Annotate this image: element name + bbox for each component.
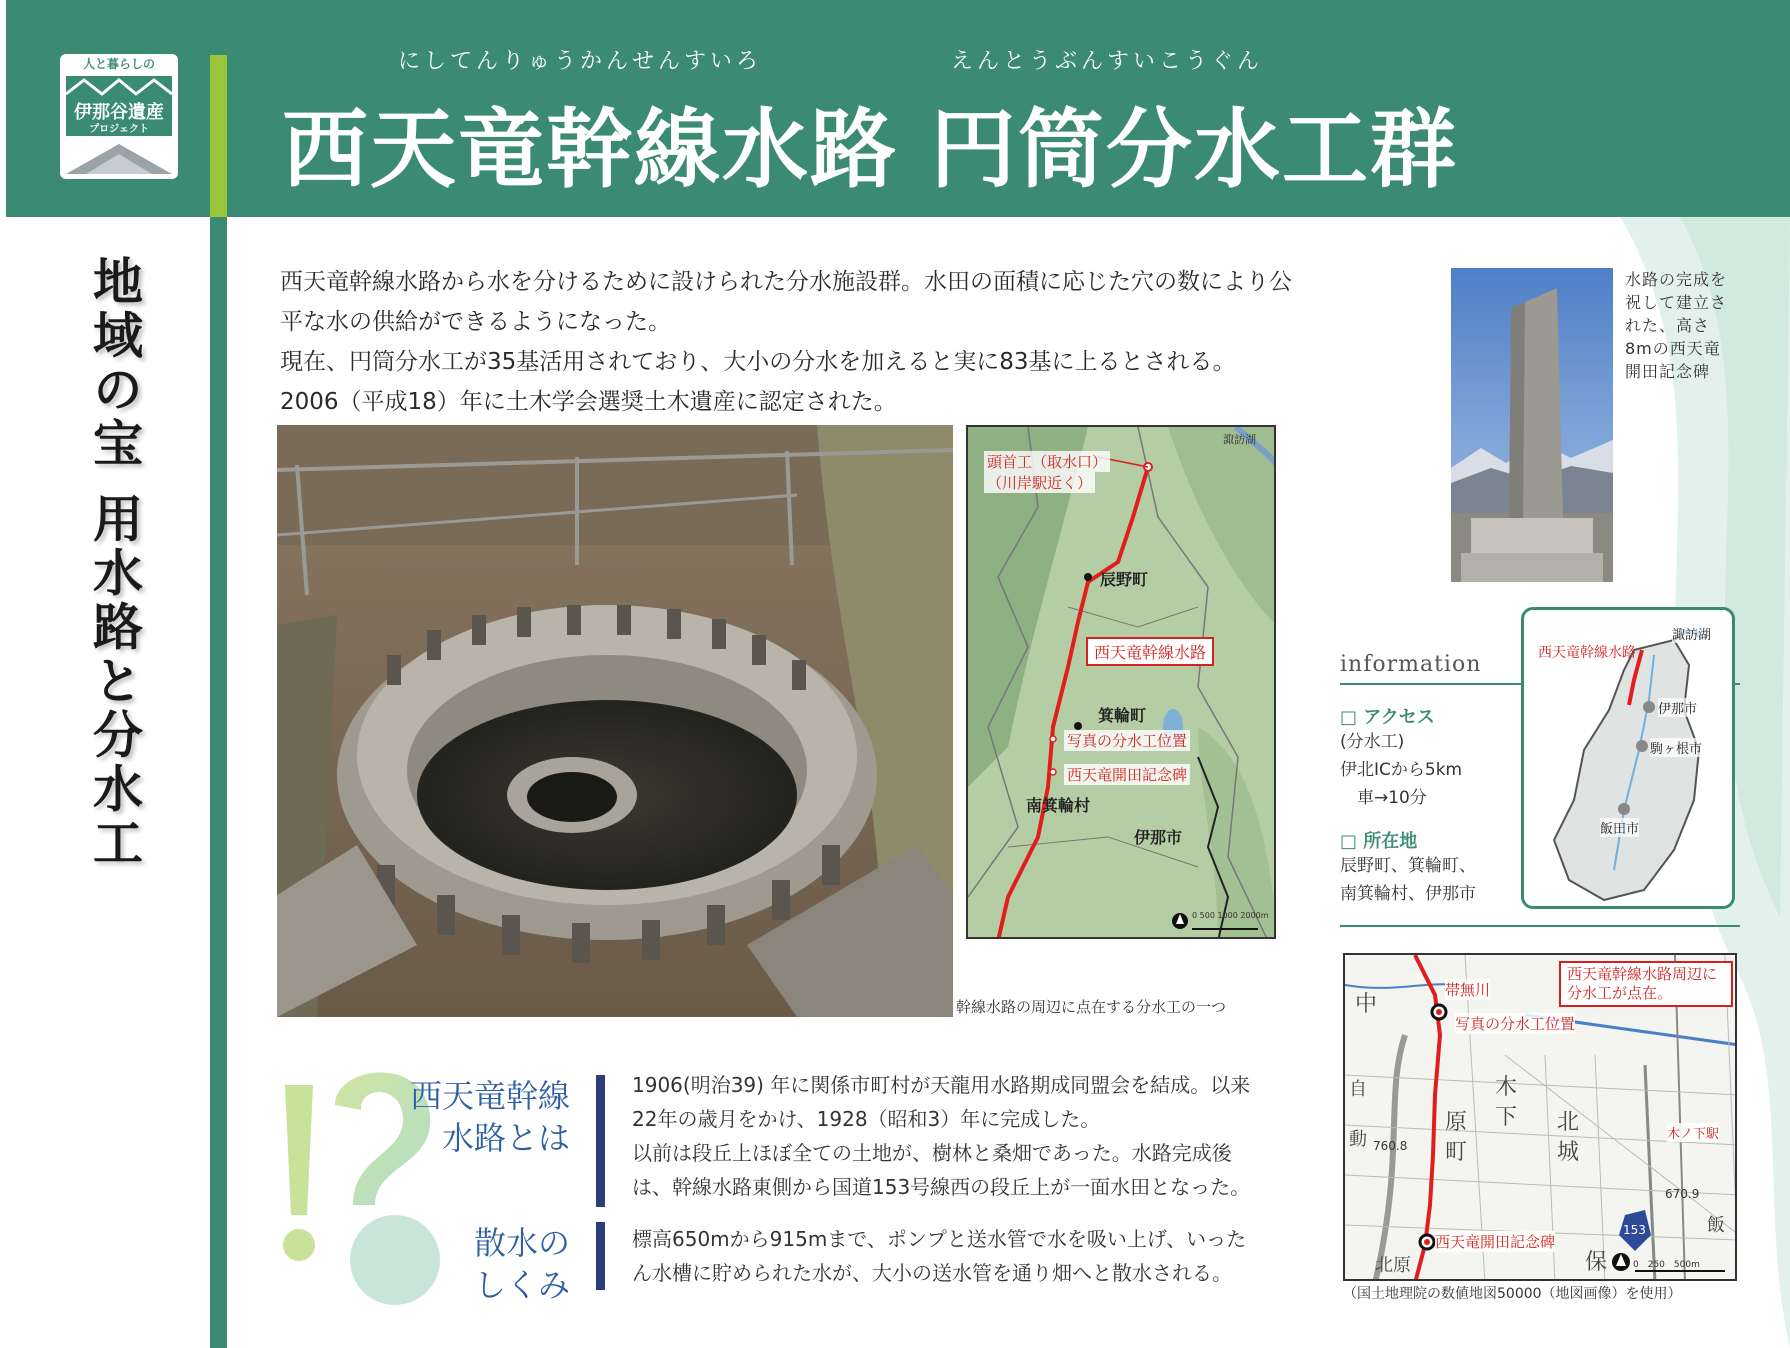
title-ruby-right: えんとうぶんすいこうぐん — [951, 49, 1264, 74]
intro-text — [280, 262, 1380, 422]
section-text-line: は、幹線水路東側から国道153号線西の段丘上が一面水田となった。 — [632, 1175, 1251, 1199]
section-title-line: 水路とは — [441, 1119, 570, 1157]
detail-map-scale: 0 250 500m — [1633, 1260, 1700, 1270]
detail-map-place: 城 — [1557, 1140, 1580, 1165]
detail-map-place: 北 — [1557, 1110, 1580, 1135]
route-map-photo-location: 写真の分水工位置 — [1064, 730, 1190, 751]
section-title-canal — [400, 1075, 570, 1159]
section-title-line: 西天竜幹線 — [409, 1077, 570, 1115]
logo-panel — [66, 76, 172, 136]
access-line: 伊北ICから5km — [1340, 760, 1463, 780]
detail-map-place: 原 — [1445, 1110, 1468, 1135]
intro-line: 現在、円筒分水工が35基活用されており、大小の分水を加えると実に83基に上るとされる。 — [280, 349, 1236, 375]
location-line: 辰野町、箕輪町、 — [1340, 856, 1476, 876]
section-text-line: 標高650mから915mまで、ポンプと送水管で水を吸い上げ、いった — [632, 1227, 1247, 1251]
route-map-village-minamiminowa: 南箕輪村 — [1026, 796, 1091, 815]
region-map-canal-label: 西天竜幹線水路 — [1538, 645, 1636, 661]
section-text-line: ん水槽に貯められた水が、大小の送水管を通り畑へと散水される。 — [632, 1261, 1232, 1285]
detail-map-monument-label: 西天竜開田記念碑 — [1435, 1233, 1556, 1251]
header-accent-bar — [210, 55, 227, 217]
route-map-monument-label: 西天竜開田記念碑 — [1064, 764, 1190, 785]
detail-map-river-label: 帯無川 — [1445, 981, 1491, 999]
detail-map-photo-location: 写真の分水工位置 — [1455, 1015, 1576, 1033]
logo-sub-text: プロジェクト — [89, 124, 149, 135]
intro-line: 平な水の供給ができるようになった。 — [280, 309, 671, 335]
route-map-terrain — [968, 427, 1276, 939]
region-map-komagane-label: 駒ヶ根市 — [1650, 738, 1702, 757]
section-text-sprinkling — [632, 1222, 1292, 1290]
detail-map — [1343, 953, 1737, 1281]
section-title-line: 散水の — [473, 1224, 570, 1262]
left-accent-bar — [210, 217, 227, 1348]
detail-map-elevation: 760.8 — [1373, 1139, 1408, 1153]
route-map-lake-label: 諏訪湖 — [1223, 433, 1256, 446]
region-map-iida-label: 飯田市 — [1600, 818, 1639, 837]
diversion-photo — [277, 425, 953, 1017]
intro-line: 西天竜幹線水路から水を分けるために設けられた分水施設群。水田の面積に応じた穴の数により公 — [280, 269, 1292, 295]
detail-map-place: 動 — [1349, 1129, 1367, 1150]
route-map-intake-sub-label: （川岸駅近く） — [984, 472, 1095, 493]
detail-map-elevation: 670.9 — [1665, 1187, 1700, 1201]
access-heading: □ アクセス — [1340, 707, 1435, 728]
monument-caption: 水路の完成を祝して建立された、高さ8mの西天竜開田記念碑 — [1625, 270, 1728, 381]
section-text-canal — [632, 1068, 1292, 1204]
section-title-line: しくみ — [473, 1266, 570, 1304]
north-arrow-icon — [1172, 913, 1188, 929]
detail-map-station-label: 木ノ下駅 — [1667, 1123, 1719, 1142]
detail-map-place: 町 — [1445, 1140, 1468, 1165]
information-heading: information — [1340, 652, 1482, 677]
route-map-town-tatsuno: 辰野町 — [1100, 570, 1149, 589]
logo-main-text: 伊那谷遺産 — [74, 102, 164, 123]
memorial-monument-illustration — [1451, 268, 1613, 582]
access-line: (分水工) — [1340, 732, 1405, 752]
route-map-intake-label: 頭首工（取水口） — [984, 451, 1110, 472]
section-text-line: 22年の歳月をかけ、1928（昭和3）年に完成した。 — [632, 1107, 1101, 1131]
detail-map-note: 西天竜幹線水路周辺に分水工が点在。 — [1559, 961, 1733, 1007]
route-map-town-minowa: 箕輪町 — [1098, 706, 1147, 725]
information-rule-bottom — [1340, 925, 1740, 927]
project-logo — [60, 54, 178, 179]
section-title-sprinkling — [400, 1222, 570, 1306]
monument-photo — [1451, 268, 1613, 582]
route-map-canal-label: 西天竜幹線水路 — [1086, 637, 1214, 666]
title-ruby-left: にしてんりゅうかんせんすいろ — [398, 49, 763, 74]
section-text-line: 1906(明治39) 年に関係市町村が天龍用水路期成同盟会を結成。以来 — [632, 1073, 1251, 1097]
detail-map-place: 保 — [1585, 1250, 1608, 1275]
region-map — [1521, 607, 1735, 909]
logo-top-text: 人と暮らしの — [82, 57, 155, 71]
detail-map-route-number: 153 — [1623, 1223, 1646, 1237]
detail-map-place: 下 — [1495, 1105, 1518, 1130]
location-line: 南箕輪村、伊那市 — [1340, 884, 1476, 904]
page-title: 西天竜幹線水路 円筒分水工群 — [282, 99, 1458, 200]
region-map-ina-label: 伊那市 — [1658, 698, 1697, 717]
section-text-line: 以前は段丘上ほぼ全ての土地が、樹林と桑畑であった。水路完成後 — [632, 1141, 1232, 1165]
north-arrow-icon — [1612, 1253, 1630, 1271]
detail-map-place: 北原 — [1375, 1255, 1411, 1276]
detail-map-place: 木 — [1495, 1075, 1518, 1100]
mountain-icon — [66, 76, 172, 96]
photo-caption: 幹線水路の周辺に点在する分水工の一つ — [956, 998, 1227, 1016]
logo-mountain-icon — [66, 140, 172, 174]
detail-map-place: 中 — [1355, 992, 1378, 1017]
section-bar — [596, 1075, 605, 1207]
detail-map-place: 自 — [1349, 1079, 1367, 1100]
route-map — [966, 425, 1276, 939]
region-map-lake-label: 諏訪湖 — [1672, 624, 1711, 643]
access-line: 車→10分 — [1340, 788, 1427, 808]
section-bar — [596, 1222, 605, 1290]
cylindrical-diversion-illustration — [277, 425, 953, 1017]
route-map-scale: 0 500 1000 2000m — [1192, 911, 1269, 920]
intro-line: 2006（平成18）年に土木学会選奨土木遺産に認定された。 — [280, 389, 897, 415]
detail-map-place: 飯 — [1707, 1215, 1725, 1236]
location-heading: □ 所在地 — [1340, 831, 1418, 852]
map-source: （国土地理院の数値地図50000（地図画像）を使用） — [1343, 1286, 1682, 1302]
route-map-city-ina: 伊那市 — [1134, 828, 1183, 847]
side-title: 地域の宝 用水路と分水工 — [85, 255, 144, 871]
